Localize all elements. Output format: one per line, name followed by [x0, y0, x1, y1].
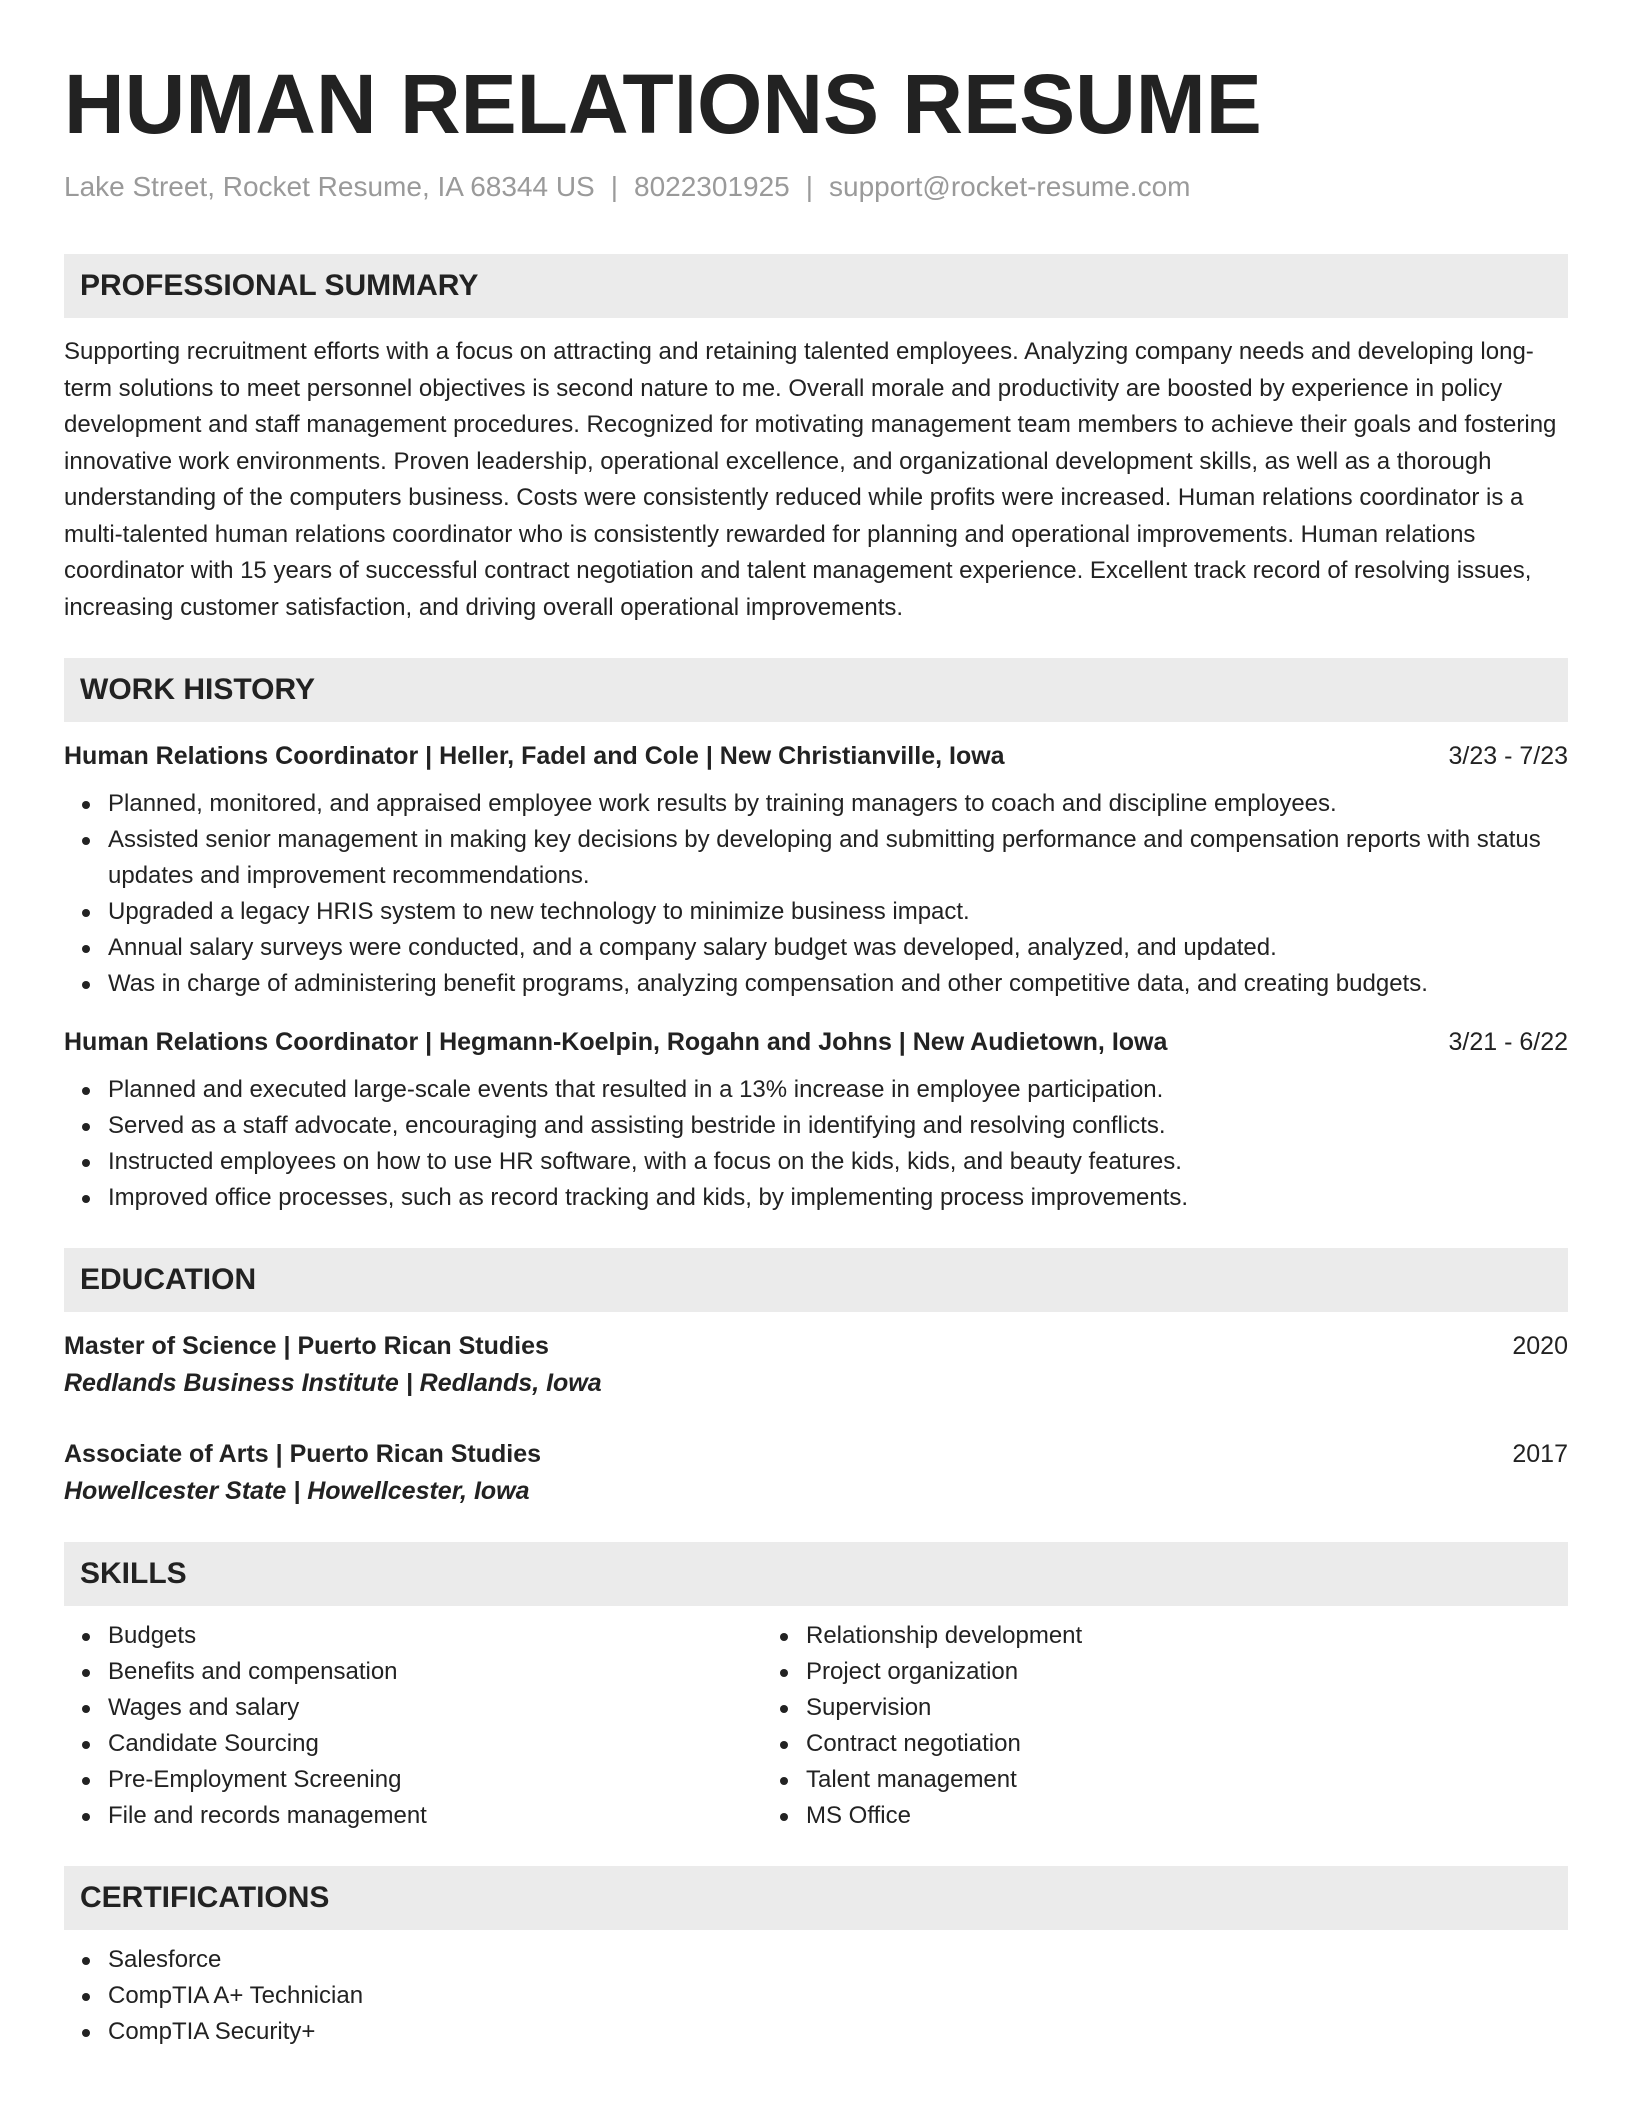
- education-entry: [64, 1328, 1568, 1402]
- skill-item: File and records management: [108, 1798, 762, 1834]
- skill-item: Budgets: [108, 1618, 762, 1654]
- job-bullet: Planned, monitored, and appraised employee work results by training managers to coach and discipline employees.: [108, 786, 1568, 822]
- skill-item: Benefits and compensation: [108, 1654, 762, 1690]
- education-header: [64, 1436, 1568, 1472]
- certification-item: Salesforce: [108, 1942, 1568, 1978]
- certification-item: CompTIA Security+: [108, 2014, 1568, 2050]
- contact-separator: |: [610, 171, 619, 202]
- certifications-list: [64, 1942, 1568, 2050]
- section-heading-education: EDUCATION: [64, 1248, 1568, 1312]
- section-heading-work-history: WORK HISTORY: [64, 658, 1568, 722]
- contact-separator: |: [805, 171, 814, 202]
- resume-title: HUMAN RELATIONS RESUME: [64, 57, 1262, 151]
- job-bullet: Improved office processes, such as record tracking and kids, by implementing process improvements.: [108, 1180, 1568, 1216]
- job-bullet: Served as a staff advocate, encouraging and assisting bestride in identifying and resolving conflicts.: [108, 1108, 1568, 1144]
- skill-item: Wages and salary: [108, 1690, 762, 1726]
- education-entry: [64, 1436, 1568, 1510]
- certification-item: CompTIA A+ Technician: [108, 1978, 1568, 2014]
- job-header: [64, 1024, 1568, 1060]
- job-bullet: Upgraded a legacy HRIS system to new technology to minimize business impact.: [108, 894, 1568, 930]
- job-entry: [64, 1024, 1568, 1216]
- skill-item: Candidate Sourcing: [108, 1726, 762, 1762]
- skills-list-left: [64, 1618, 762, 1834]
- contact-phone: 8022301925: [634, 171, 790, 202]
- education-year: 2020: [1512, 1332, 1568, 1360]
- job-bullet: Annual salary surveys were conducted, and a company salary budget was developed, analyzed, and updated.: [108, 930, 1568, 966]
- job-title: Human Relations Coordinator | Heller, Fadel and Cole | New Christianville, Iowa: [64, 742, 1005, 770]
- job-dates: 3/23 - 7/23: [1448, 742, 1568, 770]
- education-degree: Master of Science | Puerto Rican Studies: [64, 1332, 549, 1360]
- skill-item: Talent management: [806, 1762, 1462, 1798]
- contact-line: [64, 170, 1568, 204]
- job-header: [64, 738, 1568, 774]
- summary-text: Supporting recruitment efforts with a focus on attracting and retaining talented employees. Analyzing company needs and developing long-term solutions to meet personnel objectives is second nature to me. Overall morale and productivity are boosted by experience in policy development and staff management procedures. Recognized for motivating management team members to achieve their goals and fostering innovative work environments. Proven leadership, operational excellence, and organizational development skills, as well as a thorough understanding of the computers business. Costs were consistently reduced while profits were increased. Human relations coordinator is a multi-talented human relations coordinator who is consistently rewarded for planning and operational improvements. Human relations coordinator with 15 years of successful contract negotiation and talent management experience. Excellent track record of resolving issues, increasing customer satisfaction, and driving overall operational improvements.: [64, 338, 1557, 621]
- job-bullet: Assisted senior management in making key decisions by developing and submitting performance and compensation reports with status updates and improvement recommendations.: [108, 822, 1568, 894]
- job-entry: [64, 738, 1568, 1002]
- skill-item: Project organization: [806, 1654, 1462, 1690]
- job-bullet: Was in charge of administering benefit programs, analyzing compensation and other competitive data, and creating budgets.: [108, 966, 1568, 1002]
- skill-item: Supervision: [806, 1690, 1462, 1726]
- job-title: Human Relations Coordinator | Hegmann-Koelpin, Rogahn and Johns | New Audietown, Iowa: [64, 1028, 1168, 1056]
- section-heading-skills: SKILLS: [64, 1542, 1568, 1606]
- contact-email: support@rocket-resume.com: [829, 171, 1191, 202]
- education-school: Howellcester State | Howellcester, Iowa: [64, 1477, 530, 1505]
- skill-item: Pre-Employment Screening: [108, 1762, 762, 1798]
- education-year: 2017: [1512, 1440, 1568, 1468]
- section-heading-certifications: CERTIFICATIONS: [64, 1866, 1568, 1930]
- education-degree: Associate of Arts | Puerto Rican Studies: [64, 1440, 542, 1468]
- skill-item: MS Office: [806, 1798, 1462, 1834]
- education-header: [64, 1328, 1568, 1364]
- skills-list-right: [762, 1618, 1462, 1834]
- section-heading-summary: PROFESSIONAL SUMMARY: [64, 254, 1568, 318]
- job-dates: 3/21 - 6/22: [1448, 1028, 1568, 1056]
- job-bullet-list: [64, 1072, 1568, 1216]
- contact-address: Lake Street, Rocket Resume, IA 68344 US: [64, 171, 595, 202]
- education-school: Redlands Business Institute | Redlands, Iowa: [64, 1369, 602, 1397]
- job-bullet: Instructed employees on how to use HR software, with a focus on the kids, kids, and beauty features.: [108, 1144, 1568, 1180]
- skills-columns: [64, 1618, 1568, 1834]
- skill-item: Contract negotiation: [806, 1726, 1462, 1762]
- job-bullet-list: [64, 786, 1568, 1002]
- skill-item: Relationship development: [806, 1618, 1462, 1654]
- job-bullet: Planned and executed large-scale events that resulted in a 13% increase in employee participation.: [108, 1072, 1568, 1108]
